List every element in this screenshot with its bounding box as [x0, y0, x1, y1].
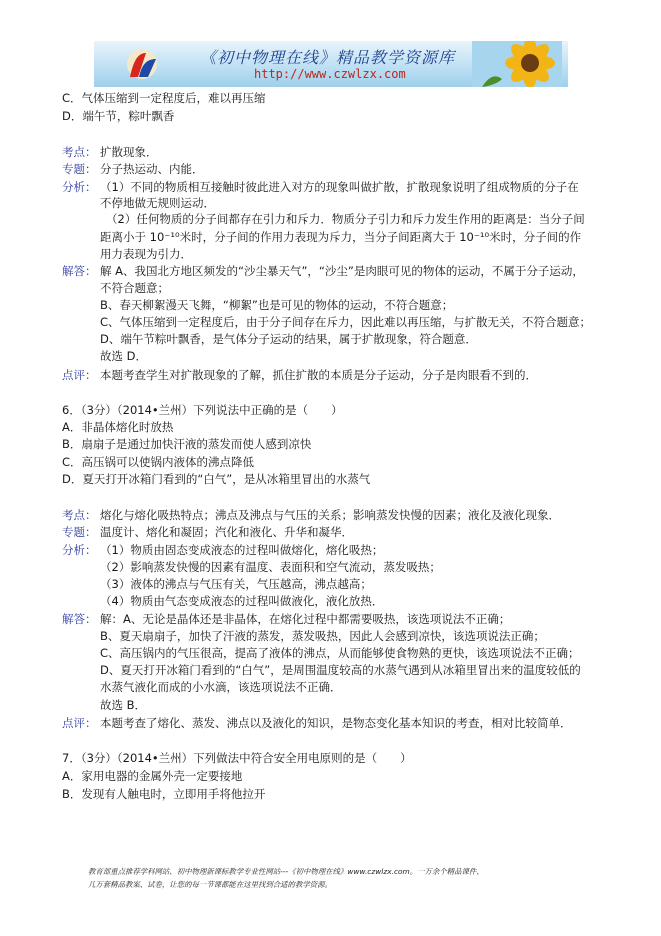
option-d: D．端午节，粽叶飘香 — [62, 109, 175, 123]
fenxi-line: （2）任何物质的分子间都存在引力和斥力．物质分子引力和斥力发生作用的距离是：当分子间 — [106, 212, 585, 226]
jieda-line: 故选 B． — [100, 698, 147, 712]
dianping-label: 点评： — [62, 368, 97, 382]
zhuanti-text: 分子热运动、内能． — [100, 162, 204, 176]
dianping-text: 本题考查学生对扩散现象的了解，抓住扩散的本质是分子运动，分子是肉眼看不到的． — [100, 368, 537, 382]
kaodian-label: 考点： — [62, 145, 97, 159]
zhuanti-label: 专题： — [62, 162, 97, 176]
q6-option-a: A．非晶体熔化时放热 — [62, 420, 174, 434]
jieda-line: 解 A、我国北方地区频发的“沙尘暴天气”，“沙尘”是肉眼可见的物体的运动，不属于分子运动， — [100, 264, 584, 278]
fenxi-line: 不停地做无规则运动． — [100, 196, 215, 210]
fenxi-line: （1）不同的物质相互接触时彼此进入对方的现象叫做扩散，扩散现象说明了组成物质的分子在 — [100, 180, 579, 194]
footer-line: 教育部重点推荐学科网站、初中物理新课标教学专业性网站---《初中物理在线》www.czwlzx.com。一万余个精品课件、 — [88, 867, 484, 876]
banner-url[interactable]: http://www.czwlzx.com — [254, 67, 406, 81]
q7-option-a: A．家用电器的金属外壳一定要接地 — [62, 769, 243, 783]
fenxi-line: （2）影响蒸发快慢的因素有温度、表面积和空气流动，蒸发吸热； — [100, 560, 441, 574]
jieda-line: 不符合题意； — [100, 281, 169, 295]
zhuanti-label: 专题： — [62, 525, 97, 539]
jieda-line: C、高压锅内的气压很高，提高了液体的沸点，从而能够使食物熟的更快，该选项说法不正确； — [100, 646, 580, 660]
jieda-label: 解答： — [62, 264, 97, 278]
question-6-stem: 6．（3分）（2014•兰州）下列说法中正确的是（ ） — [62, 403, 343, 417]
kaodian-label: 考点： — [62, 508, 97, 522]
banner-title: 《初中物理在线》精品教学资源库 — [200, 48, 456, 67]
jieda-line: B、夏天扇扇子，加快了汗液的蒸发，蒸发吸热，因此人会感到凉快，该选项说法正确； — [100, 629, 545, 643]
jieda-line: 解：A、无论是晶体还是非晶体，在熔化过程中都需要吸热，该选项说法不正确； — [100, 612, 511, 626]
q7-option-b: B．发现有人触电时，立即用手将他拉开 — [62, 787, 266, 801]
jieda-label: 解答： — [62, 612, 97, 626]
jieda-line: D、端午节粽叶飘香，是气体分子运动的结果，属于扩散现象，符合题意． — [100, 332, 477, 346]
q6-option-b: B．扇扇子是通过加快汗液的蒸发而使人感到凉快 — [62, 437, 312, 451]
header-banner — [94, 41, 568, 87]
site-logo-icon — [124, 47, 160, 81]
kaodian-text: 熔化与熔化吸热特点；沸点及沸点与气压的关系；影响蒸发快慢的因素；液化及液化现象． — [100, 508, 560, 522]
jieda-line: D、夏天打开冰箱门看到的“白气”，是周围温度较高的水蒸气遇到从冰箱里冒出来的温度较低的 — [100, 663, 581, 677]
sunflower-icon — [472, 41, 562, 87]
fenxi-label: 分析： — [62, 543, 97, 557]
jieda-line: 故选 D． — [100, 349, 148, 363]
dianping-text: 本题考查了熔化、蒸发、沸点以及液化的知识，是物态变化基本知识的考查，相对比较简单． — [100, 716, 572, 730]
jieda-line: C、气体压缩到一定程度后，由于分子间存在斥力，因此难以再压缩，与扩散无关，不符合题意； — [100, 315, 592, 329]
fenxi-line: 距离小于 10⁻¹⁰米时，分子间的作用力表现为斥力，当分子间距离大于 10⁻¹⁰米时，分子间的作 — [100, 230, 582, 244]
fenxi-line: （1）物质由固态变成液态的过程叫做熔化，熔化吸热； — [100, 543, 384, 557]
fenxi-label: 分析： — [62, 180, 97, 194]
q6-option-d: D．夏天打开冰箱门看到的“白气”，是从冰箱里冒出的水蒸气 — [62, 472, 371, 486]
jieda-line: 水蒸气液化而成的小水滴，该选项说法不正确． — [100, 680, 342, 694]
dianping-label: 点评： — [62, 716, 97, 730]
fenxi-line: （3）液体的沸点与气压有关，气压越高，沸点越高； — [100, 577, 372, 591]
kaodian-text: 扩散现象． — [100, 145, 158, 159]
footer-line: 几万套精品教案、试卷，让您的每一节课都能在这里找到合适的教学资源。 — [88, 880, 332, 889]
fenxi-line: 用力表现为引力． — [100, 247, 192, 261]
option-c: C．气体压缩到一定程度后，难以再压缩 — [62, 91, 266, 105]
jieda-line: B、春天柳絮漫天飞舞，“柳絮”也是可见的物体的运动，不符合题意； — [100, 298, 454, 312]
question-7-stem: 7．（3分）（2014•兰州）下列做法中符合安全用电原则的是（ ） — [62, 751, 412, 765]
zhuanti-text: 温度计、熔化和凝固；汽化和液化、升华和凝华． — [100, 525, 353, 539]
fenxi-line: （4）物质由气态变成液态的过程叫做液化，液化放热． — [100, 594, 384, 608]
q6-option-c: C．高压锅可以使锅内液体的沸点降低 — [62, 455, 255, 469]
